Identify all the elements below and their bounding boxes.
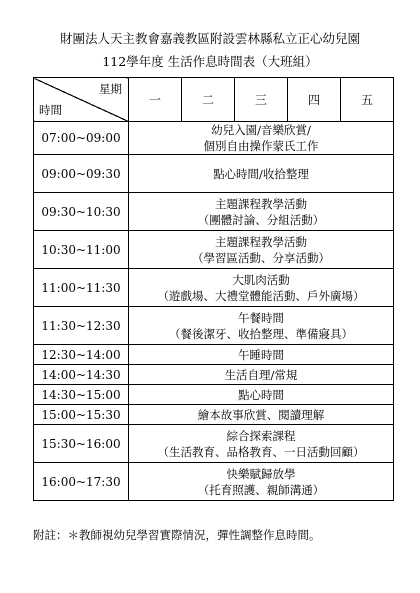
time-slot-cell: 14:00~14:30 (34, 365, 129, 385)
day-header-thu: 四 (288, 78, 341, 122)
activity-line: 大肌肉活動 (232, 272, 290, 287)
activity-line: （團體討論、分組活動） (197, 212, 325, 227)
header-row (34, 78, 394, 122)
table-row (34, 365, 394, 385)
table-row (34, 307, 394, 345)
activity-cell (129, 269, 394, 307)
activity-line: 點心時間 (238, 387, 284, 402)
day-header-mon: 一 (129, 78, 182, 122)
activity-cell (129, 365, 394, 385)
activity-cell (129, 231, 394, 269)
activity-line: （學習區活動、分享活動） (192, 250, 330, 265)
activity-line: 主題課程教學活動 (215, 196, 307, 211)
day-header-wed: 三 (235, 78, 288, 122)
table-row (34, 193, 394, 231)
time-slot-cell: 07:00~09:00 (34, 122, 129, 155)
activity-line: 主題課程教學活動 (215, 234, 307, 249)
activity-cell (129, 425, 394, 463)
schedule-table (33, 77, 394, 501)
table-row (34, 231, 394, 269)
table-row (34, 122, 394, 155)
time-slot-cell: 15:00~15:30 (34, 405, 129, 425)
activity-cell (129, 307, 394, 345)
table-row (34, 463, 394, 501)
activity-line: 快樂賦歸放學 (226, 466, 296, 481)
time-slot-cell: 12:30~14:00 (34, 345, 129, 365)
table-row (34, 345, 394, 365)
time-slot-cell: 10:30~11:00 (34, 231, 129, 269)
table-row (34, 269, 394, 307)
day-header-tue: 二 (182, 78, 235, 122)
activity-line: 點心時間/收拾整理 (213, 166, 309, 181)
day-header-fri: 五 (341, 78, 394, 122)
table-row (34, 405, 394, 425)
table-row (34, 155, 394, 193)
corner-header-cell (34, 78, 129, 122)
time-slot-cell: 16:00~17:30 (34, 463, 129, 501)
activity-line: 生活自理/常規 (224, 367, 298, 382)
time-header: 時間 (39, 103, 62, 117)
time-slot-cell: 11:00~11:30 (34, 269, 129, 307)
activity-cell (129, 405, 394, 425)
organization-name: 財團法人天主教會嘉義教區附設雲林縣私立正心幼兒園 (59, 31, 360, 46)
activity-cell (129, 345, 394, 365)
schedule-title: 112學年度 生活作息時間表（大班組） (102, 54, 318, 69)
activity-cell (129, 122, 394, 155)
activity-line: 午餐時間 (238, 310, 284, 325)
activity-line: 繪本故事欣賞、閱讀理解 (197, 407, 325, 422)
table-row (34, 385, 394, 405)
footnote: 附註：＊教師視幼兒學習實際情況，彈性調整作息時間。 (33, 528, 321, 542)
activity-line: 綜合探索課程 (226, 428, 296, 443)
activity-line: （托育照護、親師溝通） (197, 482, 325, 497)
activity-line: （生活教育、品格教育、一日活動回顧） (157, 444, 365, 459)
time-slot-cell: 15:30~16:00 (34, 425, 129, 463)
activity-cell (129, 155, 394, 193)
activity-line: 午睡時間 (238, 347, 284, 362)
time-slot-cell: 09:00~09:30 (34, 155, 129, 193)
activity-cell (129, 385, 394, 405)
activity-line: 個別自由操作蒙氏工作 (203, 139, 319, 153)
activity-cell (129, 193, 394, 231)
activity-line: （遊戲場、大禮堂體能活動、戶外廣場） (157, 288, 365, 303)
schedule-table-body (34, 78, 394, 501)
activity-line: 幼兒入園/音樂欣賞/ (211, 123, 311, 137)
time-slot-cell: 14:30~15:00 (34, 385, 129, 405)
activity-line: （餐後潔牙、收拾整理、準備寢具） (169, 326, 353, 341)
time-slot-cell: 09:30~10:30 (34, 193, 129, 231)
activity-cell (129, 463, 394, 501)
time-slot-cell: 11:30~12:30 (34, 307, 129, 345)
table-row (34, 425, 394, 463)
weekday-header: 星期 (99, 82, 122, 96)
